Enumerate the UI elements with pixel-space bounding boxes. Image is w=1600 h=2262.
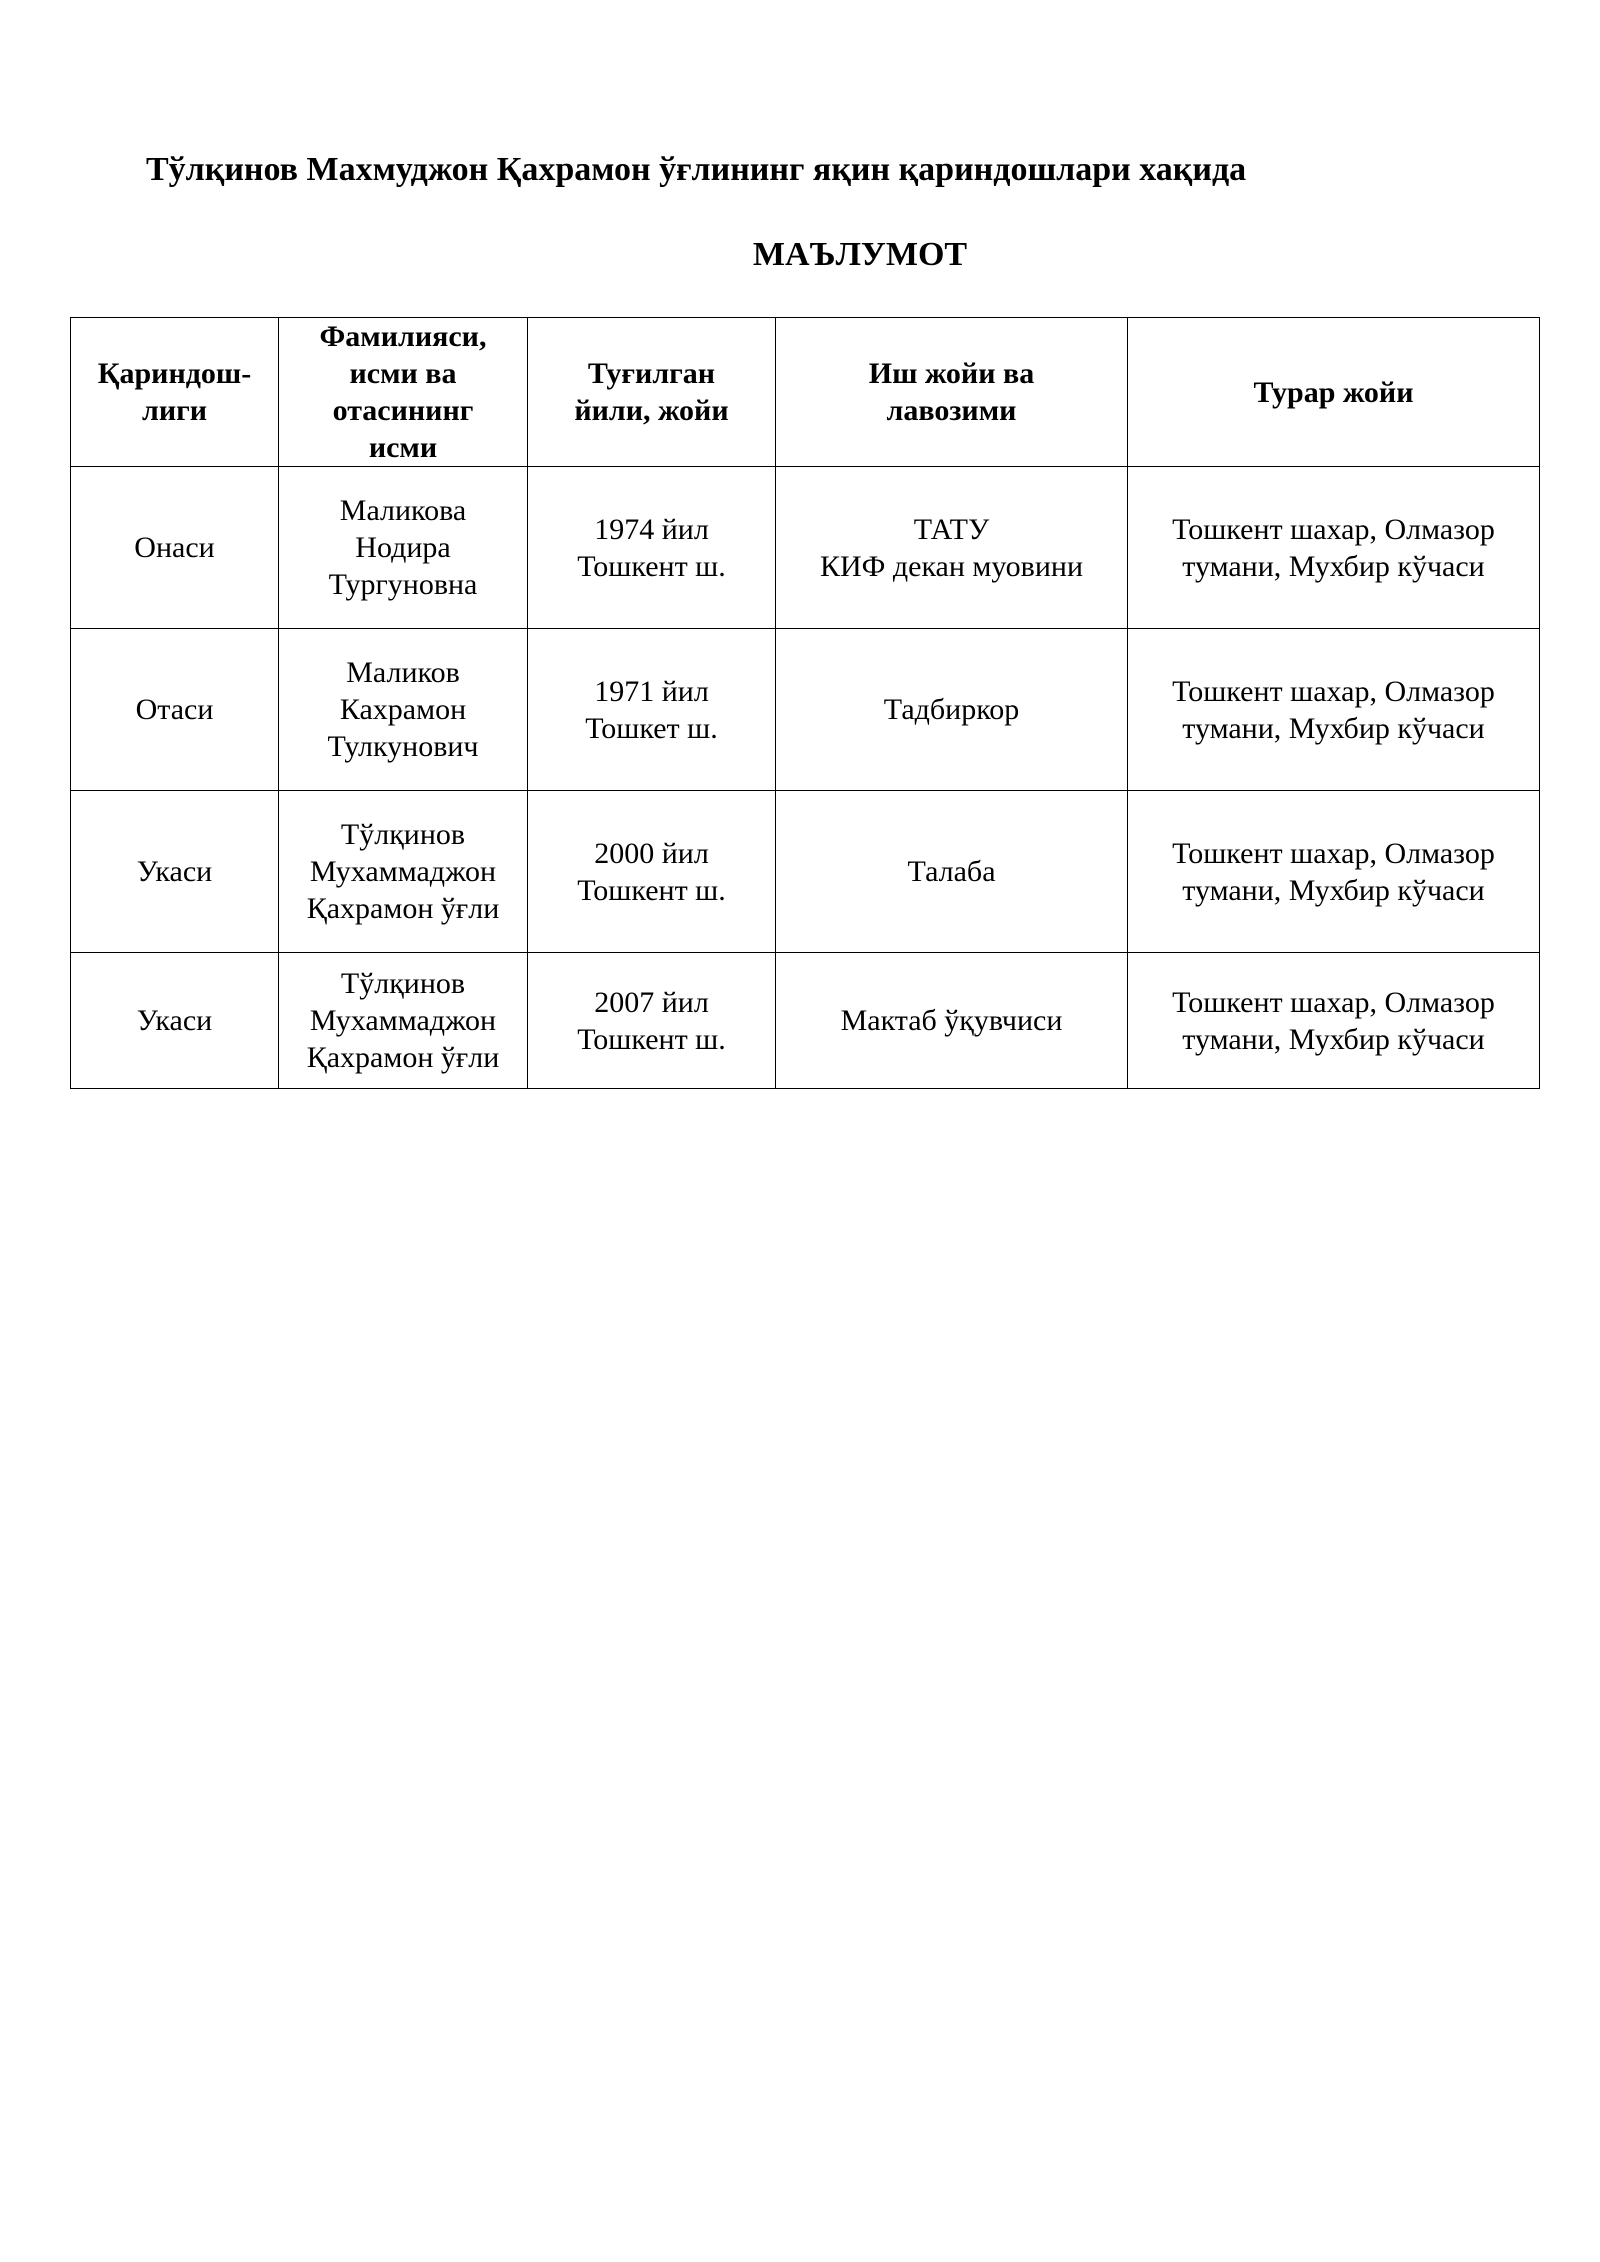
cell-address: [1128, 629, 1540, 791]
table-row: [71, 791, 1540, 953]
cell-birth: [528, 791, 776, 953]
cell-name: [279, 467, 528, 629]
cell-text: Онаси: [134, 531, 215, 564]
cell-text: Укаси: [136, 855, 213, 888]
cell-text: Мактаб ўқувчиси: [840, 1004, 1063, 1037]
header-birth-line: Туғилган: [587, 357, 716, 390]
cell-text: 2007 йил: [594, 985, 709, 1019]
cell-text: Тулкунович: [327, 730, 479, 763]
cell-name: [279, 953, 528, 1089]
cell-text: Тошкент ш.: [577, 1022, 726, 1056]
header-birth-line: йили, жойи: [574, 394, 729, 427]
cell-text: Қахрамон ўғли: [306, 892, 500, 925]
cell-text: Тадбиркор: [883, 693, 1020, 726]
cell-text: тумани, Мухбир кўчаси: [1182, 549, 1485, 583]
cell-work: [776, 467, 1128, 629]
cell-text: Қахрамон ўғли: [306, 1041, 500, 1074]
cell-work: [776, 791, 1128, 953]
cell-text: Укаси: [136, 1004, 213, 1037]
table-row: [71, 629, 1540, 791]
header-address-line: Турар жойи: [1253, 375, 1414, 409]
cell-text: тумани, Мухбир кўчаси: [1182, 711, 1485, 745]
table-header-row: [71, 318, 1540, 467]
header-work-line: Иш жойи ва: [868, 357, 1035, 390]
header-full-name-line: исми: [368, 431, 438, 464]
cell-text: Мухаммаджон: [309, 855, 497, 888]
cell-text: Тошкент шахар, Олмазор: [1172, 836, 1495, 870]
cell-address: [1128, 953, 1540, 1089]
cell-name: [279, 791, 528, 953]
cell-name: [279, 629, 528, 791]
header-address: [1128, 318, 1540, 467]
cell-text: Тургуновна: [328, 568, 478, 601]
header-work: [776, 318, 1128, 467]
cell-address: [1128, 467, 1540, 629]
cell-text: Талаба: [907, 855, 996, 888]
header-full-name-line: исми ва: [349, 357, 457, 390]
cell-text: Тошкент шахар, Олмазор: [1172, 512, 1495, 546]
cell-text: Кахрамон: [339, 693, 467, 726]
cell-work: [776, 629, 1128, 791]
cell-text: 1974 йил: [594, 512, 709, 546]
header-relation: [71, 318, 279, 467]
header-relation-line: лиги: [141, 394, 208, 427]
cell-text: Тошкент шахар, Олмазор: [1172, 674, 1495, 708]
cell-text: Маликов: [346, 656, 460, 689]
cell-text: тумани, Мухбир кўчаси: [1182, 873, 1485, 907]
cell-text: Тошкет ш.: [585, 711, 718, 745]
cell-text: ТАТУ: [913, 512, 990, 546]
cell-text: КИФ декан муовини: [819, 549, 1083, 583]
cell-text: тумани, Мухбир кўчаси: [1182, 1022, 1485, 1056]
header-birth: [528, 318, 776, 467]
cell-text: Тошкент ш.: [577, 549, 726, 583]
cell-work: [776, 953, 1128, 1089]
cell-birth: [528, 953, 776, 1089]
relatives-table: [70, 317, 1540, 1089]
table-row: [71, 467, 1540, 629]
cell-text: Тошкент ш.: [577, 873, 726, 907]
header-work-line: лавозими: [886, 394, 1017, 427]
cell-relation: [71, 629, 279, 791]
cell-text: Тўлқинов: [340, 967, 466, 1000]
cell-relation: [71, 467, 279, 629]
cell-text: Маликова: [339, 494, 467, 527]
table-row: [71, 953, 1540, 1089]
document-title: Тўлқинов Махмуджон Қахрамон ўғлининг яқин қариндошлари хақида: [146, 151, 1247, 188]
document-subtitle: МАЪЛУМОТ: [752, 236, 968, 273]
header-relation-line: Қариндош-: [97, 357, 252, 390]
cell-text: 2000 йил: [594, 836, 709, 870]
header-full-name-line: Фамилияси,: [319, 320, 487, 353]
cell-text: Тошкент шахар, Олмазор: [1172, 985, 1495, 1019]
cell-text: Отаси: [135, 693, 214, 726]
cell-address: [1128, 791, 1540, 953]
cell-text: Мухаммаджон: [309, 1004, 497, 1037]
cell-relation: [71, 953, 279, 1089]
header-full-name-line: отасининг: [332, 394, 474, 427]
cell-text: Нодира: [355, 531, 451, 564]
cell-relation: [71, 791, 279, 953]
cell-birth: [528, 629, 776, 791]
cell-text: Тўлқинов: [340, 818, 466, 851]
cell-text: 1971 йил: [594, 674, 709, 708]
header-full-name: [279, 318, 528, 467]
cell-birth: [528, 467, 776, 629]
